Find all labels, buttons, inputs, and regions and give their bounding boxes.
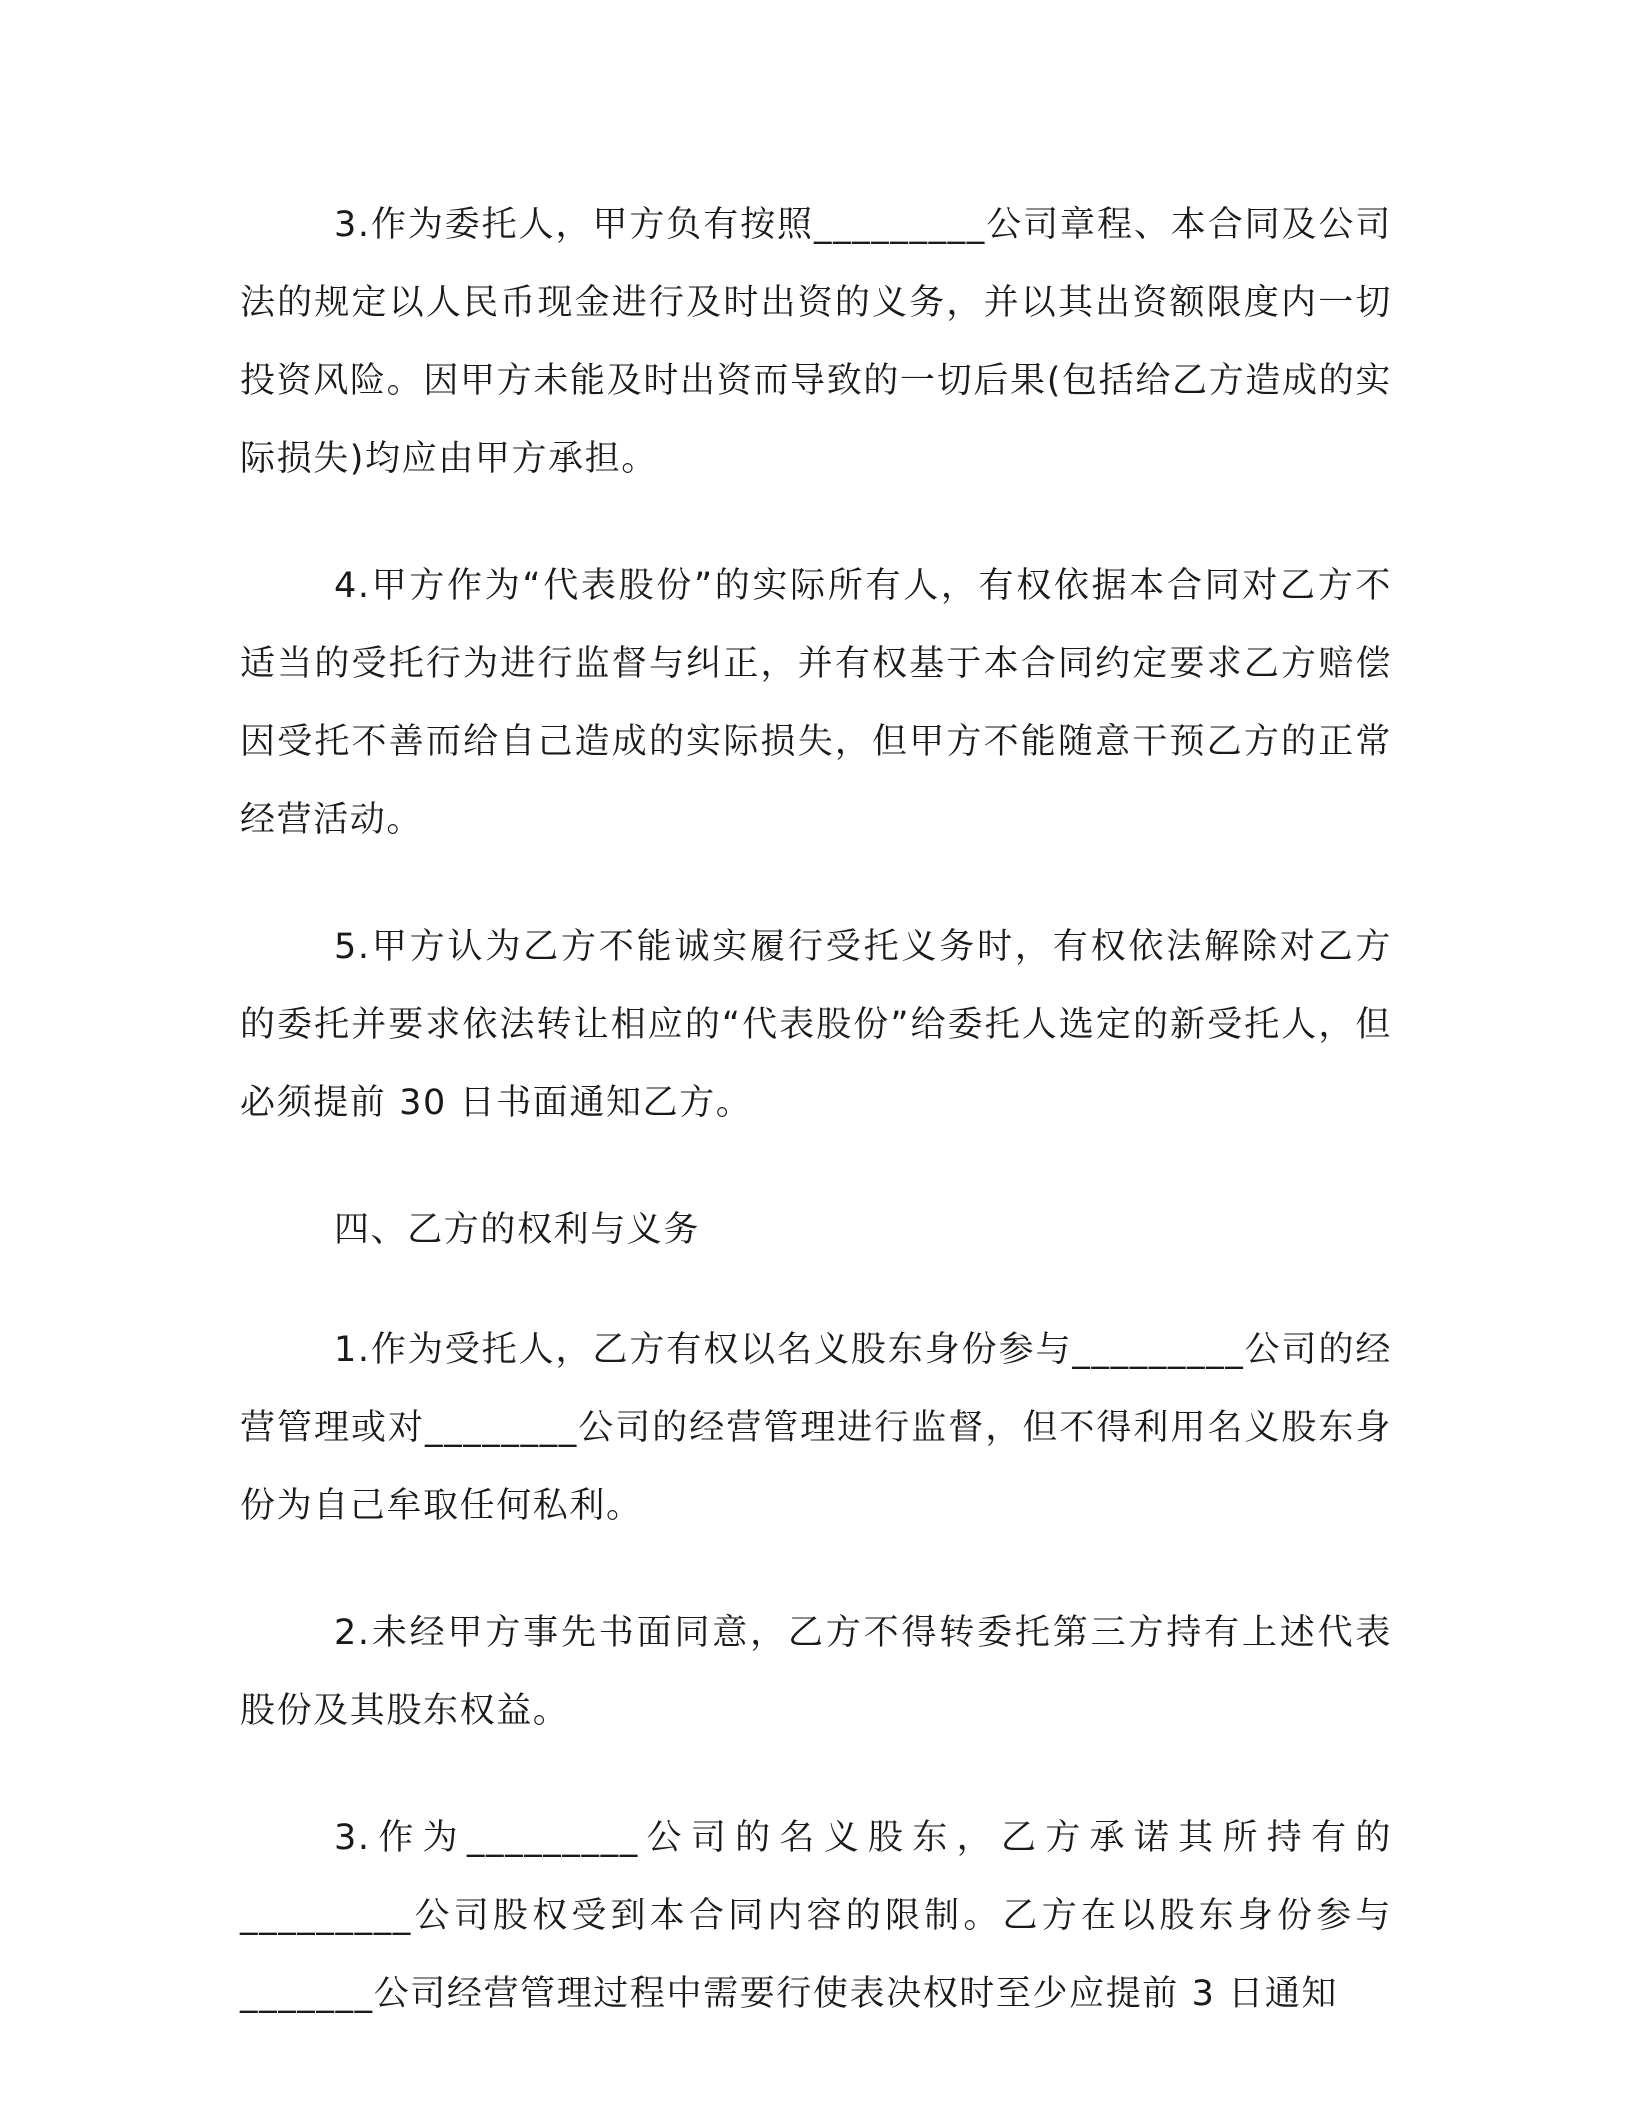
clause-3-party-b: 3.作为_________公司的名义股东，乙方承诺其所持有的_________公司股权受到本合同内容的限制。乙方在以股东身份参与_______公司经营管理过程中需要行使表决权时至少应提前 3 日通知 xyxy=(240,1818,1392,2014)
clause-1-party-b: 1.作为受托人，乙方有权以名义股东身份参与_________公司的经营管理或对________公司的经营管理进行监督，但不得利用名义股东身份为自己牟取任何私利。 xyxy=(240,1330,1392,1526)
clause-4-party-a: 4.甲方作为“代表股份”的实际所有人，有权依据本合同对乙方不适当的受托行为进行监督与纠正，并有权基于本合同约定要求乙方赔偿因受托不善而给自己造成的实际损失，但甲方不能随意干预乙方的正常经营活动。 xyxy=(240,566,1392,840)
clause-2-party-b: 2.未经甲方事先书面同意，乙方不得转委托第三方持有上述代表股份及其股东权益。 xyxy=(240,1613,1392,1731)
document-body xyxy=(240,186,1392,2082)
clause-5-party-a: 5.甲方认为乙方不能诚实履行受托义务时，有权依法解除对乙方的委托并要求依法转让相应的“代表股份”给委托人选定的新受托人，但必须提前 30 日书面通知乙方。 xyxy=(240,927,1392,1123)
clause-3-party-a: 3.作为委托人，甲方负有按照_________公司章程、本合同及公司法的规定以人民币现金进行及时出资的义务，并以其出资额限度内一切投资风险。因甲方未能及时出资而导致的一切后果(包括给乙方造成的实际损失)均应由甲方承担。 xyxy=(240,205,1392,479)
section-heading-party-b: 四、乙方的权利与义务 xyxy=(334,1210,701,1250)
